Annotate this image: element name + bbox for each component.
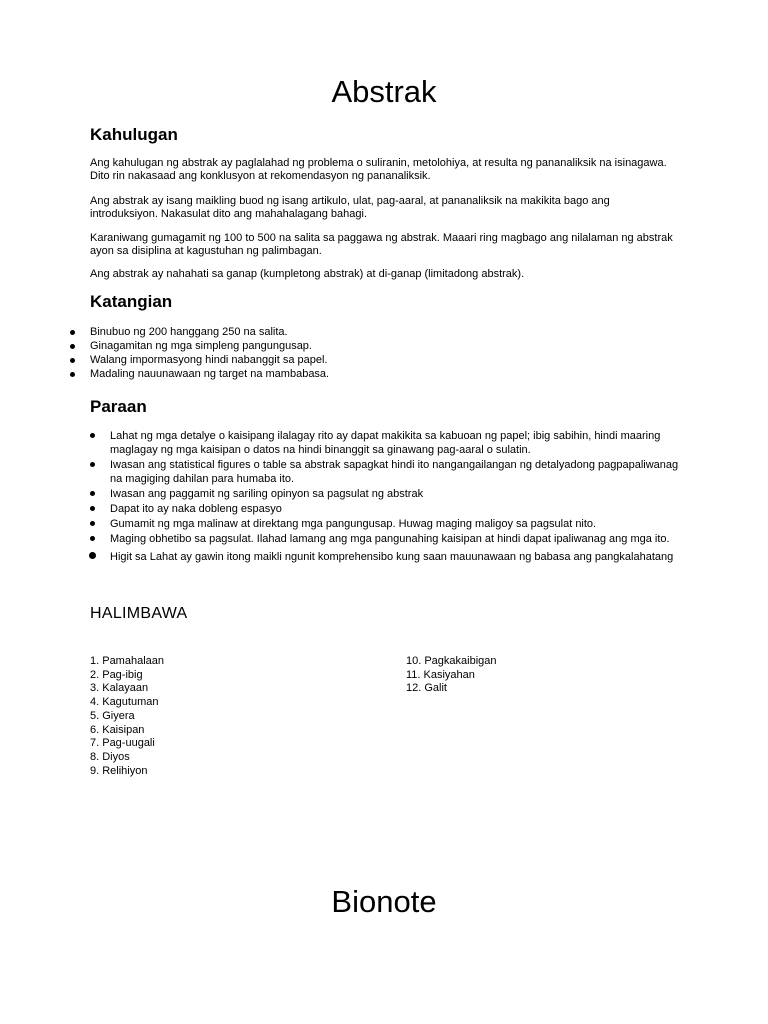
- list-item: [90, 325, 690, 339]
- bullet-icon: [70, 358, 75, 363]
- list-item-text: Ginagamitan ng mga simpleng pangungusap.: [90, 340, 312, 352]
- list-item-text: Iwasan ang statistical figures o table sa abstrak sapagkat hindi ito nangangailangan ng detalyadong pagpapaliwanag na magiging dahilan para humaba ito.: [110, 459, 679, 485]
- list-item-text: Higit sa Lahat ay gawin itong maikli ngunit komprehensibo kung saan mauunawaan ng babasa ang pangkalahatang: [110, 551, 674, 563]
- list-item: 7. Pag-uugali: [90, 737, 155, 750]
- list-item: 11. Kasiyahan: [406, 668, 475, 681]
- bullet-icon: [90, 433, 95, 438]
- kahulugan-paragraph-3: Karaniwang gumagamit ng 100 to 500 na salita sa paggawa ng abstrak. Maaari ring magbago ang nilalaman ng abstrak ayon sa disiplina at kagustuhan ng palimbagan.: [90, 232, 673, 257]
- list-item-text: Lahat ng mga detalye o kaisipang ilalagay rito ay dapat makikita sa kabuoan ng papel; ibig sabihin, hindi maaring maglagay ng mga kaisipan o datos na hindi binanggit sa ginawang pag-aaral o sulatin.: [110, 430, 661, 456]
- list-item: 10. Pagkakaibigan: [406, 655, 497, 667]
- bullet-icon: [90, 536, 95, 541]
- bullet-icon: [90, 506, 95, 511]
- list-item: 4. Kagutuman: [90, 696, 159, 709]
- section-heading-paraan: Paraan: [90, 397, 147, 416]
- list-item: [110, 487, 690, 501]
- list-item-text: Iwasan ang paggamit ng sariling opinyon sa pagsulat ng abstrak: [110, 488, 424, 500]
- section-heading-halimbawa: HALIMBAWA: [90, 605, 188, 622]
- list-item-text: Dapat ito ay naka dobleng espasyo: [110, 503, 282, 515]
- bullet-icon: [70, 330, 75, 335]
- kahulugan-paragraph-2: Ang abstrak ay isang maikling buod ng isang artikulo, ulat, pag-aaral, at pananaliksik na makikita bago ang introduksiyon. Nakasulat dito ang mahahalagang bahagi.: [90, 195, 610, 220]
- section-heading-katangian: Katangian: [90, 292, 173, 311]
- list-item: [110, 502, 690, 516]
- list-item: 6. Kaisipan: [90, 723, 145, 736]
- section-heading-kahulugan: Kahulugan: [90, 125, 178, 144]
- list-item: [110, 532, 690, 546]
- bullet-icon: [70, 372, 75, 377]
- list-item-text: Walang impormasyong hindi nabanggit sa papel.: [90, 354, 328, 366]
- kahulugan-paragraph-1: Ang kahulugan ng abstrak ay paglalahad ng problema o suliranin, metolohiya, at resulta ng pananaliksik na isinagawa. Dito rin nakasaad ang konklusyon at rekomendasyon ng pananaliksik.: [90, 157, 667, 182]
- bullet-icon: [90, 491, 95, 496]
- list-item: 3. Kalayaan: [90, 682, 149, 695]
- bullet-icon: [90, 521, 95, 526]
- list-item: [110, 550, 690, 565]
- list-item: [110, 517, 690, 531]
- bullet-icon: [70, 344, 75, 349]
- page-title: Abstrak: [331, 74, 437, 109]
- paraan-list: [110, 429, 690, 566]
- halimbawa-list-column-2: [406, 655, 656, 696]
- list-item: [90, 339, 690, 353]
- list-item: 9. Relihiyon: [90, 764, 148, 777]
- list-item: [90, 353, 690, 367]
- next-section-title: Bionote: [331, 884, 437, 919]
- list-item: [90, 367, 690, 381]
- list-item: 5. Giyera: [90, 709, 135, 722]
- list-item-text: Maging obhetibo sa pagsulat. Ilahad lamang ang mga pangunahing kaisipan at hindi dapat ipaliwanag ang mga ito.: [110, 533, 670, 545]
- list-item: 12. Galit: [406, 682, 447, 695]
- list-item-text: Gumamit ng mga malinaw at direktang mga pangungusap. Huwag maging maligoy sa pagsulat nito.: [110, 518, 597, 530]
- list-item: [110, 429, 690, 457]
- list-item: [110, 458, 690, 486]
- kahulugan-paragraph-4: Ang abstrak ay nahahati sa ganap (kumpletong abstrak) at di-ganap (limitadong abstrak).: [90, 268, 525, 280]
- bullet-icon: [90, 462, 95, 467]
- list-item: 2. Pag-ibig: [90, 668, 143, 681]
- list-item-text: Binubuo ng 200 hanggang 250 na salita.: [90, 326, 288, 338]
- list-item-text: Madaling nauunawaan ng target na mambabasa.: [90, 368, 330, 380]
- list-item: 8. Diyos: [90, 750, 130, 763]
- halimbawa-list-column-1: [90, 655, 340, 778]
- bullet-icon: [89, 552, 96, 559]
- katangian-list: [90, 325, 690, 381]
- list-item: 1. Pamahalaan: [90, 655, 164, 667]
